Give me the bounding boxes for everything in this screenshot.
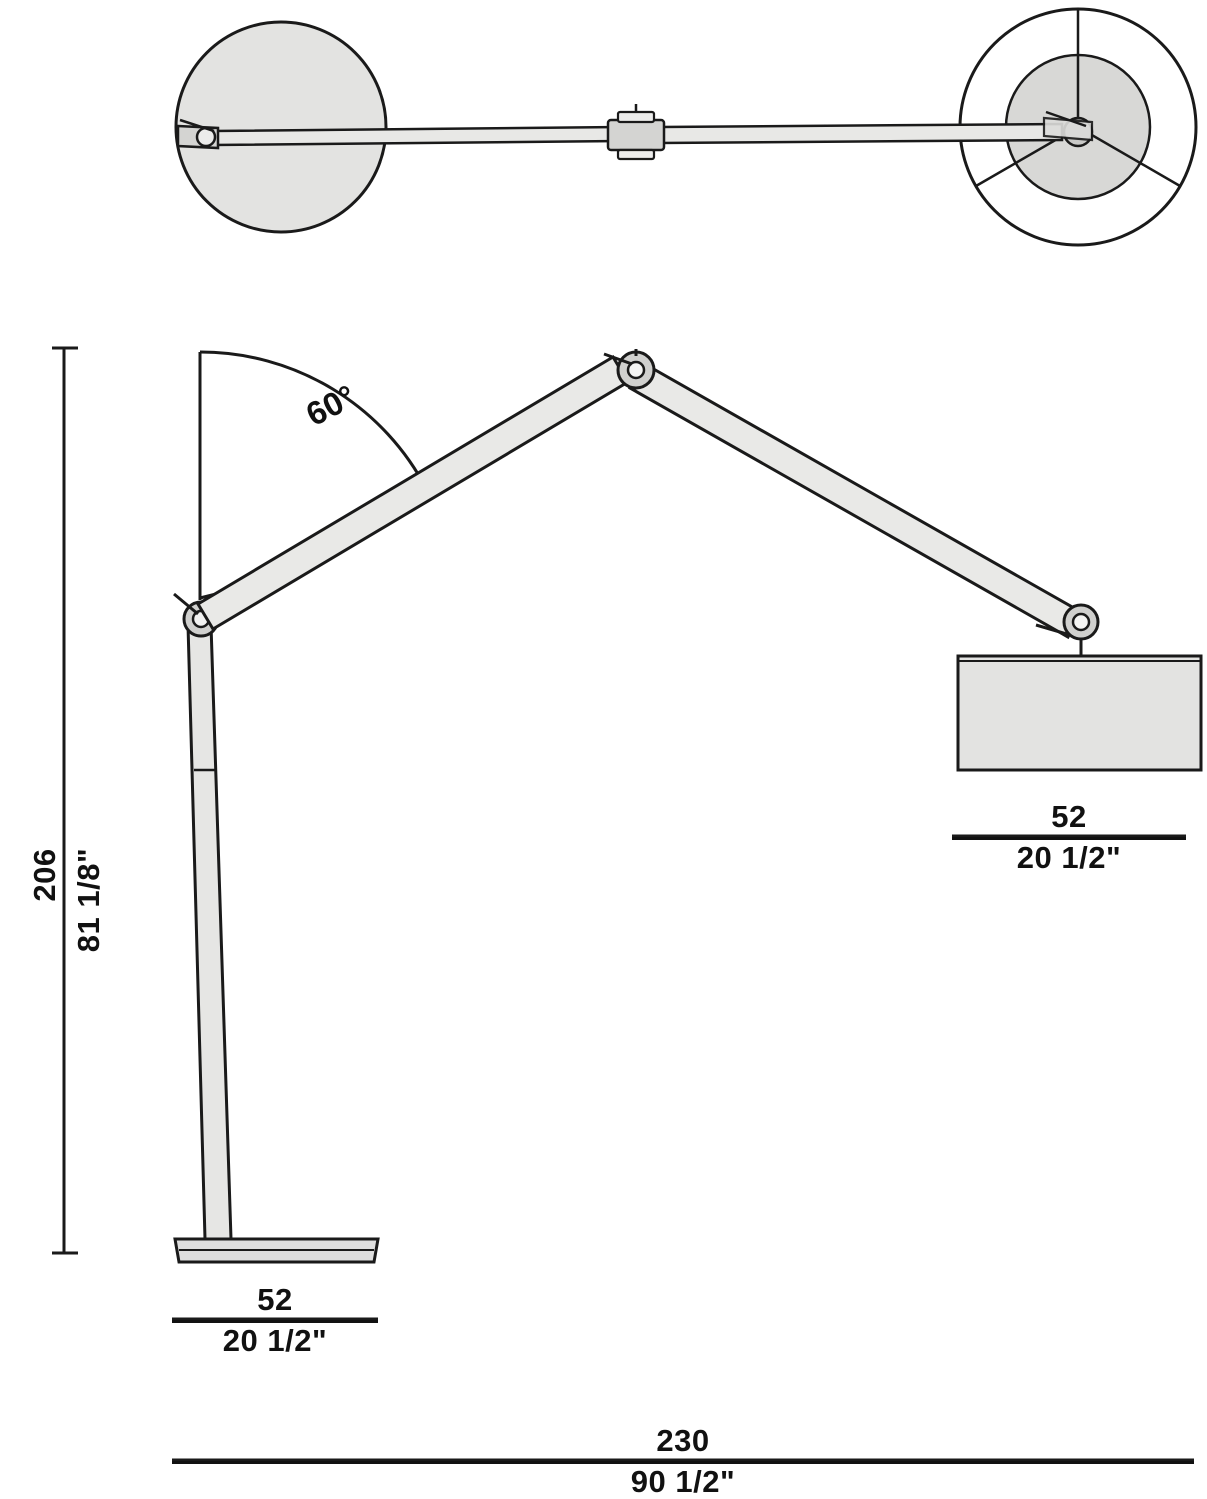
top-view-center-joint-base [618, 150, 654, 159]
lamp-arm-left-highlight [0, 0, 205, 615]
height-dimension-label [28, 725, 63, 905]
shade-width-metric: 52 [1051, 799, 1087, 834]
top-view-arm-left [212, 127, 620, 145]
top-view-arm-right [660, 124, 1062, 143]
top-view-group [176, 9, 1196, 245]
lamp-arm-left [198, 357, 628, 629]
overall-reach-label [172, 1424, 1194, 1499]
overall-reach-imperial: 90 1/2" [630, 1463, 736, 1499]
base-width-metric: 52 [257, 1282, 293, 1317]
shade-width-label [952, 800, 1186, 875]
height-dimension-imperial-wrap [71, 695, 107, 953]
angle-label: 60° [300, 377, 362, 433]
lamp-arm-right [630, 363, 1081, 637]
base-width-label [172, 1283, 378, 1358]
lamp-shade [958, 656, 1201, 770]
overall-reach-metric: 230 [656, 1423, 710, 1458]
top-view-center-joint [608, 120, 664, 150]
height-imperial: 81 1/8" [71, 847, 106, 953]
shade-width-imperial: 20 1/2" [1016, 839, 1122, 875]
lamp-column [188, 625, 231, 1239]
base-width-imperial: 20 1/2" [222, 1322, 328, 1358]
height-metric: 206 [27, 848, 62, 902]
top-view-center-joint-cap [618, 112, 654, 122]
